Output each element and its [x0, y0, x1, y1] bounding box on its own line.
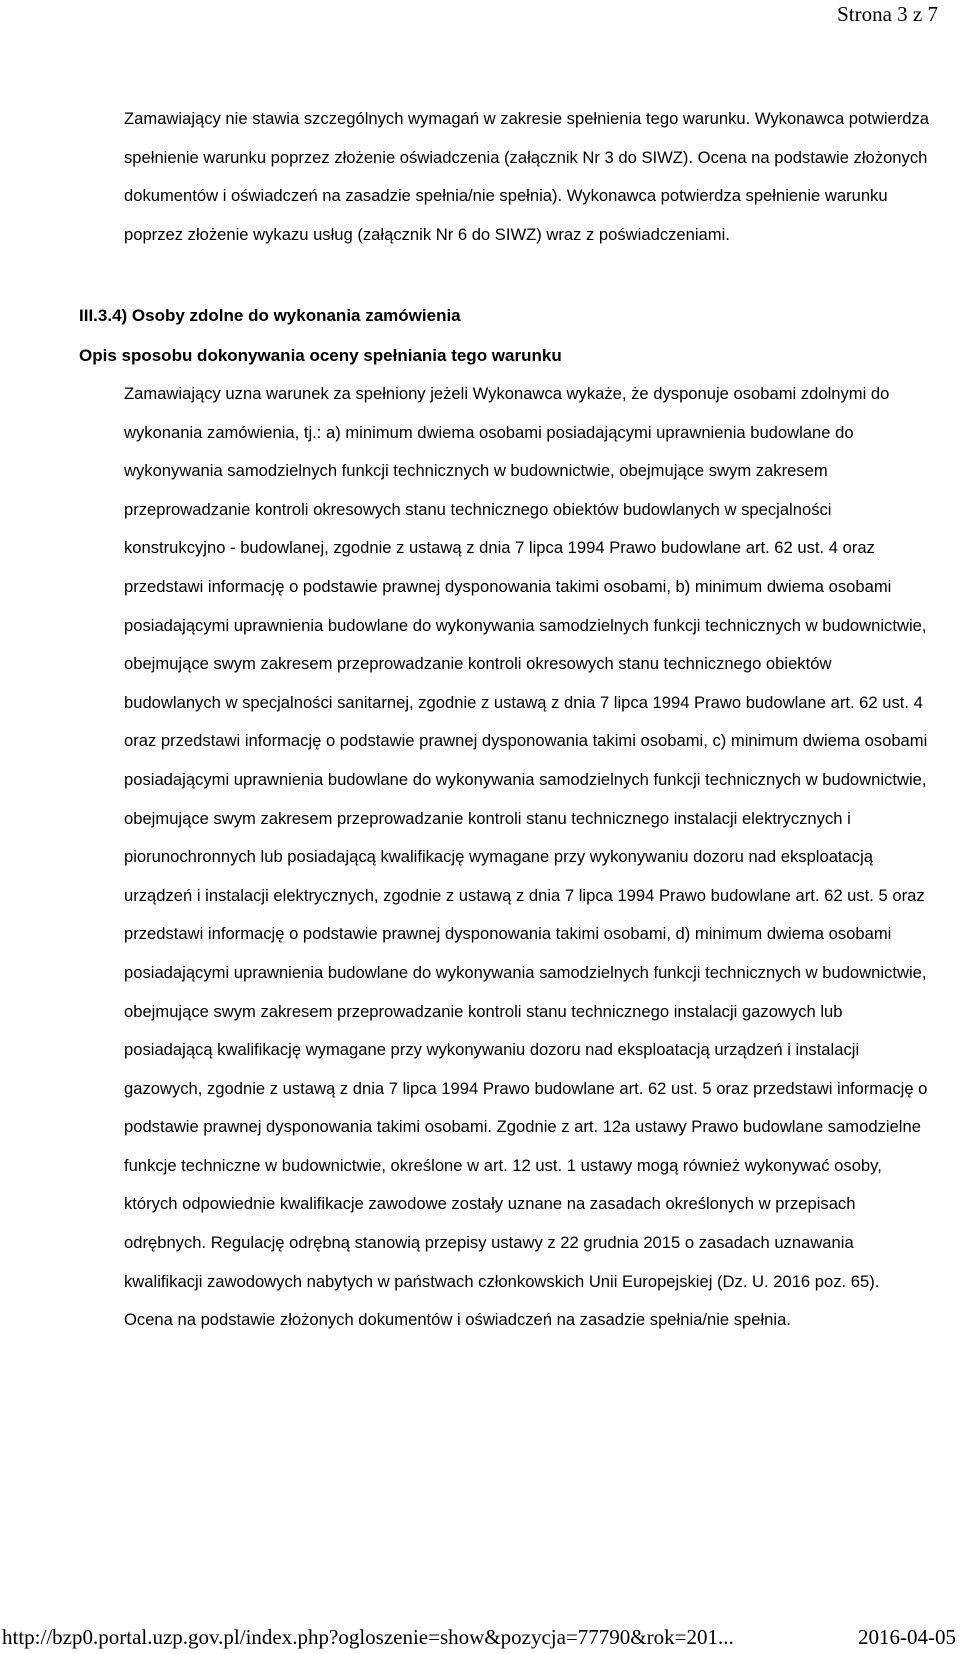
- footer-url: http://bzp0.portal.uzp.gov.pl/index.php?ogloszenie=show&pozycja=77790&rok=201...: [2, 1625, 734, 1649]
- page-number: Strona 3 z 7: [837, 2, 938, 26]
- conditions-paragraph: Zamawiający uzna warunek za spełniony jeżeli Wykonawca wykaże, że dysponuje osobami zdolnymi do wykonania zamówienia, tj.: a) minimum dwiema osobami posiadającymi uprawnienia budowlane do wykonywania samodzielnych funkcji technicznych w budownictwie, obejmujące swym zakresem przeprowadzanie kontroli okresowych stanu technicznego obiektów budowlanych w specjalności konstrukcyjno - budowlanej, zgodnie z ustawą z dnia 7 lipca 1994 Prawo budowlane art. 62 ust. 4 oraz przedstawi informację o podstawie prawnej dysponowania takimi osobami, b) minimum dwiema osobami posiadającymi uprawnienia budowlane do wykonywania samodzielnych funkcji technicznych w budownictwie, obejmujące swym zakresem przeprowadzanie kontroli okresowych stanu technicznego obiektów budowlanych w specjalności sanitarnej, zgodnie z ustawą z dnia 7 lipca 1994 Prawo budowlane art. 62 ust. 4 oraz przedstawi informację o podstawie prawnej dysponowania takimi osobami, c) minimum dwiema osobami posiadającymi uprawnienia budowlane do wykonywania samodzielnych funkcji technicznych w budownictwie, obejmujące swym zakresem przeprowadzanie kontroli stanu technicznego instalacji elektrycznych i piorunochronnych lub posiadającą kwalifikację wymagane przy wykonywaniu dozoru nad eksploatacją urządzeń i instalacji elektrycznych, zgodnie z ustawą z dnia 7 lipca 1994 Prawo budowlane art. 62 ust. 5 oraz przedstawi informację o podstawie prawnej dysponowania takimi osobami, d) minimum dwiema osobami posiadającymi uprawnienia budowlane do wykonywania samodzielnych funkcji technicznych w budownictwie, obejmujące swym zakresem przeprowadzanie kontroli stanu technicznego instalacji gazowych lub posiadającą kwalifikację wymagane przy wykonywaniu dozoru nad eksploatacją urządzeń i instalacji gazowych, zgodnie z ustawą z dnia 7 lipca 1994 Prawo budowlane art. 62 ust. 5 oraz przedstawi informację o podstawie prawnej dysponowania takimi osobami. Zgodnie z art. 12a ustawy Prawo budowlane samodzielne funkcje techniczne w budownictwie, określone w art. 12 ust. 1 ustawy mogą również wykonywać osoby, których odpowiednie kwalifikacje zawodowe zostały uznane na zasadach określonych w przepisach odrębnych. Regulację odrębną stanowią przepisy ustawy z 22 grudnia 2015 o zasadach uznawania kwalifikacji zawodowych nabytych w państwach członkowskich Unii Europejskiej (Dz. U. 2016 poz. 65). Ocena na podstawie złożonych dokumentów i oświadczeń na zasadzie spełnia/nie spełnia.: [124, 384, 928, 1330]
- section-heading: III.3.4) Osoby zdolne do wykonania zamówienia: [79, 306, 461, 325]
- intro-paragraph: Zamawiający nie stawia szczególnych wymagań w zakresie spełnienia tego warunku. Wykonawca potwierdza spełnienie warunku poprzez złożenie oświadczenia (załącznik Nr 3 do SIWZ). Ocena na podstawie złożonych dokumentów i oświadczeń na zasadzie spełnia/nie spełnia). Wykonawca potwierdza spełnienie warunku poprzez złożenie wykazu usług (załącznik Nr 6 do SIWZ) wraz z poświadczeniami.: [124, 109, 930, 244]
- footer-date: 2016-04-05: [858, 1625, 956, 1649]
- section-subheading: Opis sposobu dokonywania oceny spełniania tego warunku: [79, 346, 562, 365]
